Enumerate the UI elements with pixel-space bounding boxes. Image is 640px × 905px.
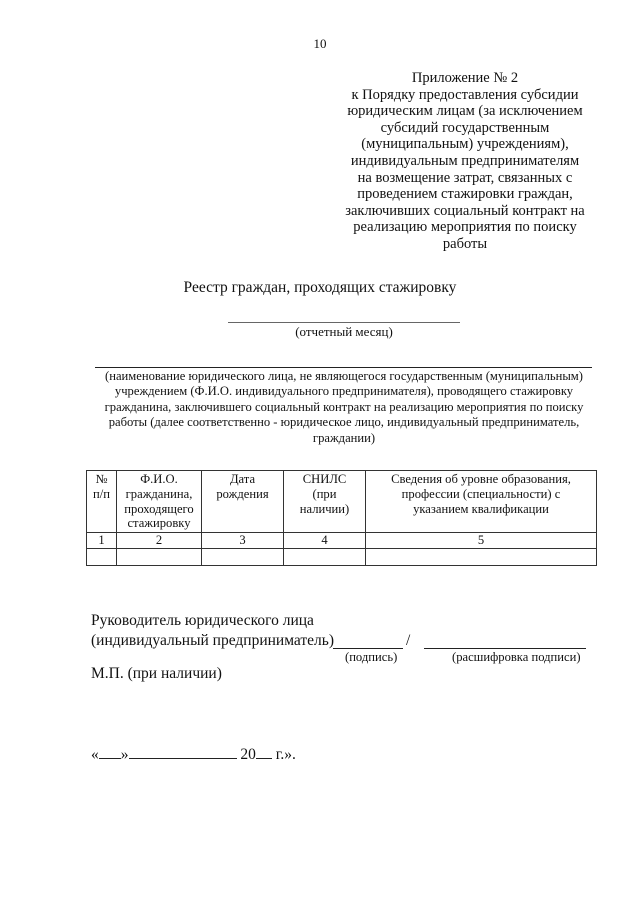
table-cell [87,549,117,566]
column-number: 1 [87,533,117,549]
signatory-subtitle: (индивидуальный предприниматель) [91,632,335,649]
empty-table-row [87,549,597,566]
org-caption-line: (наименование юридического лица, не являющегося государственным (муниципальным) [105,369,583,383]
column-number: 3 [202,533,284,549]
table-cell [284,549,366,566]
month-blank [129,745,237,759]
document-title: Реестр граждан, проходящих стажировку [183,279,457,296]
signature-label: (подпись) [345,650,398,664]
org-caption-line: граждании) [312,430,376,445]
page-number: 10 [313,36,327,51]
decoding-blank-line [424,648,586,649]
column-number: 4 [284,533,366,549]
table-cell [202,549,284,566]
column-number: 5 [366,533,597,549]
table-header-row [87,471,597,533]
appendix-line: работы [442,235,488,252]
date-line [91,745,296,764]
registry-table [86,470,597,566]
year-suffix: г.». [275,746,296,763]
decoding-label: (расшифровка подписи) [452,650,581,664]
day-blank [99,745,121,759]
appendix-line: Приложение № 2 [411,70,519,86]
year-prefix: 20 [240,746,256,763]
org-caption-line: работы (далее соответственно - юридическое лицо, индивидуальный предприниматель, [108,415,580,430]
appendix-line: юридическим лицам (за исключением [347,103,583,120]
appendix-line: к Порядку предоставления субсидии [351,86,579,103]
appendix-line: (муниципальным) учреждениям), [361,136,569,153]
year-blank [256,745,272,759]
month-blank-line [228,322,460,323]
signature-slash: / [406,632,411,649]
appendix-line: на возмещение затрат, связанных с [357,169,573,186]
header-education: Сведения об уровне образования, профессии (специальности) с указанием квалификации [366,471,597,533]
open-quote: « [91,746,99,763]
appendix-line: субсидий государственным [380,119,550,136]
stamp-note: М.П. (при наличии) [91,665,222,682]
org-name-blank-line [95,367,592,368]
appendix-line: индивидуальным предпринимателям [350,152,580,169]
month-label: (отчетный месяц) [295,324,393,339]
table-cell [117,549,202,566]
appendix-line: заключивших социальный контракт на [345,202,585,219]
appendix-heading [330,70,600,253]
signature-blank-line [333,648,403,649]
table-cell [366,549,597,566]
signatory-title: Руководитель юридического лица [91,612,314,629]
header-full-name: Ф.И.О. гражданина, проходящего стажировку [117,471,202,533]
header-snils: СНИЛС (при наличии) [284,471,366,533]
header-birth-date: Дата рождения [202,471,284,533]
appendix-line: реализацию мероприятия по поиску [353,219,577,236]
org-caption-line: учреждением (Ф.И.О. индивидуального предпринимателя), проводящего стажировку [114,384,574,399]
close-quote: » [120,746,129,763]
appendix-line: проведением стажировки граждан, [357,186,573,203]
column-number-row [87,533,597,549]
column-number: 2 [117,533,202,549]
org-caption-line: гражданина, заключившего социальный контракт на реализацию мероприятия по поиску [104,399,584,414]
header-number: № п/п [87,471,117,533]
org-name-caption [93,369,595,446]
